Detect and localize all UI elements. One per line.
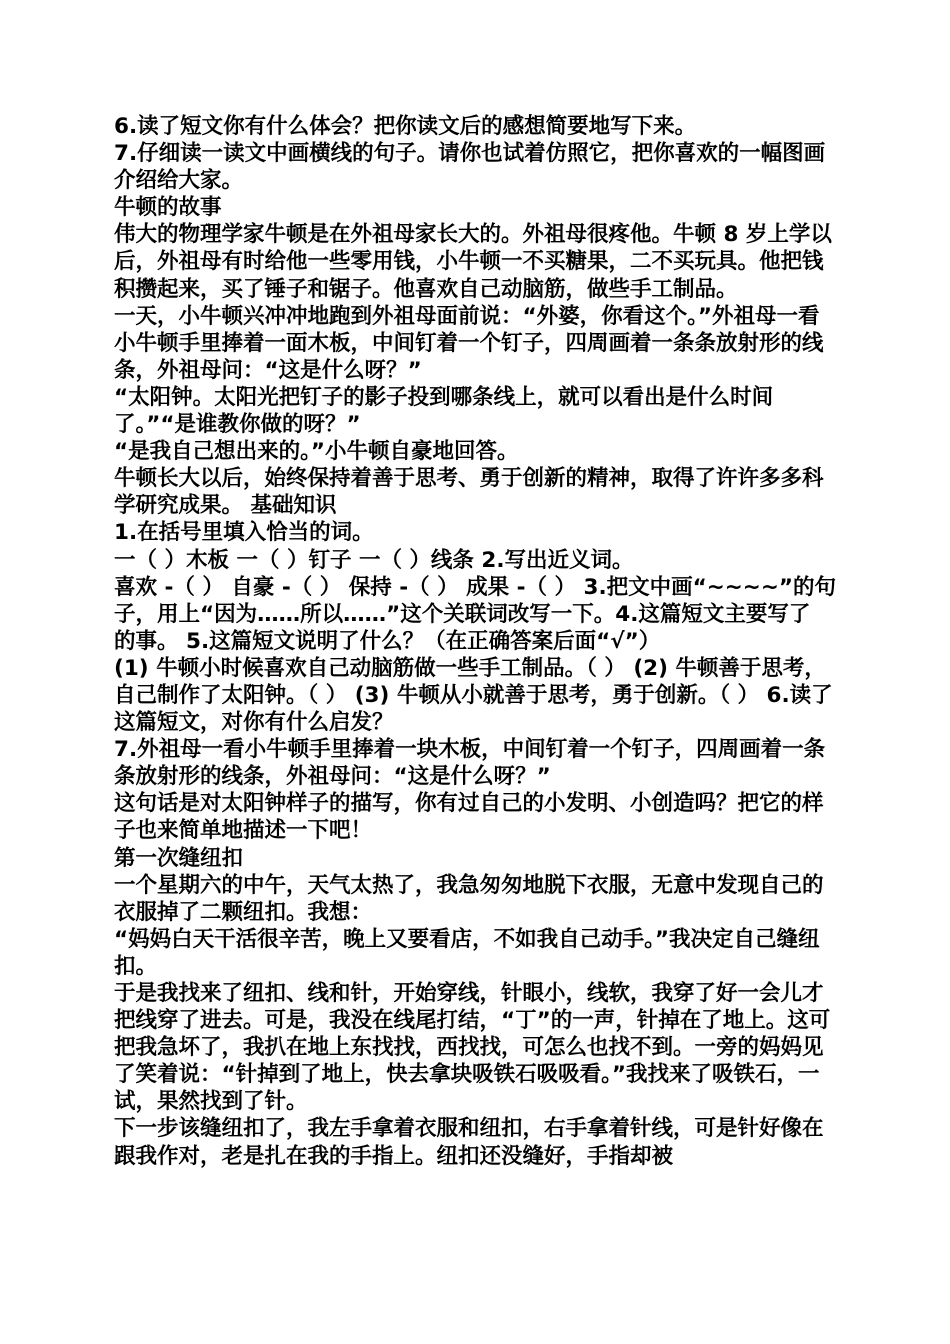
exercise-1: 1.在括号里填入恰当的词。 (114, 520, 374, 546)
document-body (114, 113, 836, 1170)
paragraph-button-3: 于是我找来了纽扣、线和针，开始穿线，针眼小，线软，我穿了好一会儿才把线穿了进去。可是，我没在线尾打结，“丁”的一声，针掉在了地上。这可把我急坏了，我扒在地上东找找，西找找，可怎么也找不到。一旁的妈妈见了笑着说：“针掉到了地上，快去拿块吸铁石吸吸看。”我找来了吸铁石，一试，果然找到了针。 (114, 981, 831, 1115)
paragraph-newton-2: 一天，小牛顿兴冲冲地跑到外祖母面前说：“外婆，你看这个。”外祖母一看小牛顿手里捧着一面木板，中间钉着一个钉子，四周画着一条条放射形的线条，外祖母问：“这是什么呀？” (114, 303, 824, 383)
exercise-7-prompt: 这句话是对太阳钟样子的描写，你有过自己的小发明、小创造吗？把它的样子也来简单地描述一下吧！ (114, 791, 824, 844)
paragraph-button-4: 下一步该缝纽扣了，我左手拿着衣服和纽扣，右手拿着针线，可是针好像在跟我作对，老是扎在我的手指上。纽扣还没缝好，手指却被 (114, 1116, 824, 1169)
paragraph-newton-1: 伟大的物理学家牛顿是在外祖母家长大的。外祖母很疼他。牛顿 8 岁上学以后，外祖母有时给他一些零用钱，小牛顿一不买糖果，二不买玩具。他把钱积攒起来，买了锤子和锯子。他喜欢自己动脑筋，做些手工制品。 (114, 222, 832, 302)
exercise-7: 7.外祖母一看小牛顿手里捧着一块木板，中间钉着一个钉子，四周画着一条条放射形的线条，外祖母问：“这是什么呀？” (114, 737, 826, 790)
paragraph-newton-5: 牛顿长大以后，始终保持着善于思考、勇于创新的精神，取得了许许多多科学研究成果。 基础知识 (114, 466, 824, 519)
paragraph-question-6: 6.读了短文你有什么体会？把你读文后的感想简要地写下来。 (114, 114, 697, 139)
exercise-1-blanks: 一（ ）木板 一（ ）钉子 一（ ）线条 2.写出近义词。 (114, 547, 634, 573)
story-title-newton: 牛顿的故事 (114, 195, 222, 221)
paragraph-newton-4: “是我自己想出来的。”小牛顿自豪地回答。 (114, 439, 519, 465)
paragraph-newton-3: “太阳钟。太阳光把钉子的影子投到哪条线上，就可以看出是什么时间了。”“是谁教你做的呀？” (114, 384, 774, 438)
paragraph-button-2: “妈妈白天干活很辛苦，晚上又要看店，不如我自己动手。”我决定自己缝纽扣。 (114, 926, 820, 979)
story-title-button: 第一次缝纽扣 (114, 845, 244, 871)
exercise-5-options: (1) 牛顿小时候喜欢自己动脑筋做一些手工制品。（ ） (2) 牛顿善于思考，自己制作了太阳钟。（ ） (3) 牛顿从小就善于思考，勇于创新。（ ） 6.读了这篇短文，对你有什么启发？ (114, 655, 833, 736)
paragraph-button-1: 一个星期六的中午，天气太热了，我急匆匆地脱下衣服，无意中发现自己的衣服掉了二颗纽扣。我想： (114, 872, 824, 925)
paragraph-question-7: 7.仔细读一读文中画横线的句子。请你也试着仿照它，把你喜欢的一幅图画介绍给大家。 (114, 141, 826, 194)
exercise-2-to-5: 喜欢 -（ ） 自豪 -（ ） 保持 -（ ） 成果 -（ ） 3.把文中画“~~~~”的句子，用上“因为……所以……”这个关联词改写一下。4.这篇短文主要写了 的事。 5.这篇短文说明了什么？（在正确答案后面“√”） (114, 574, 836, 654)
